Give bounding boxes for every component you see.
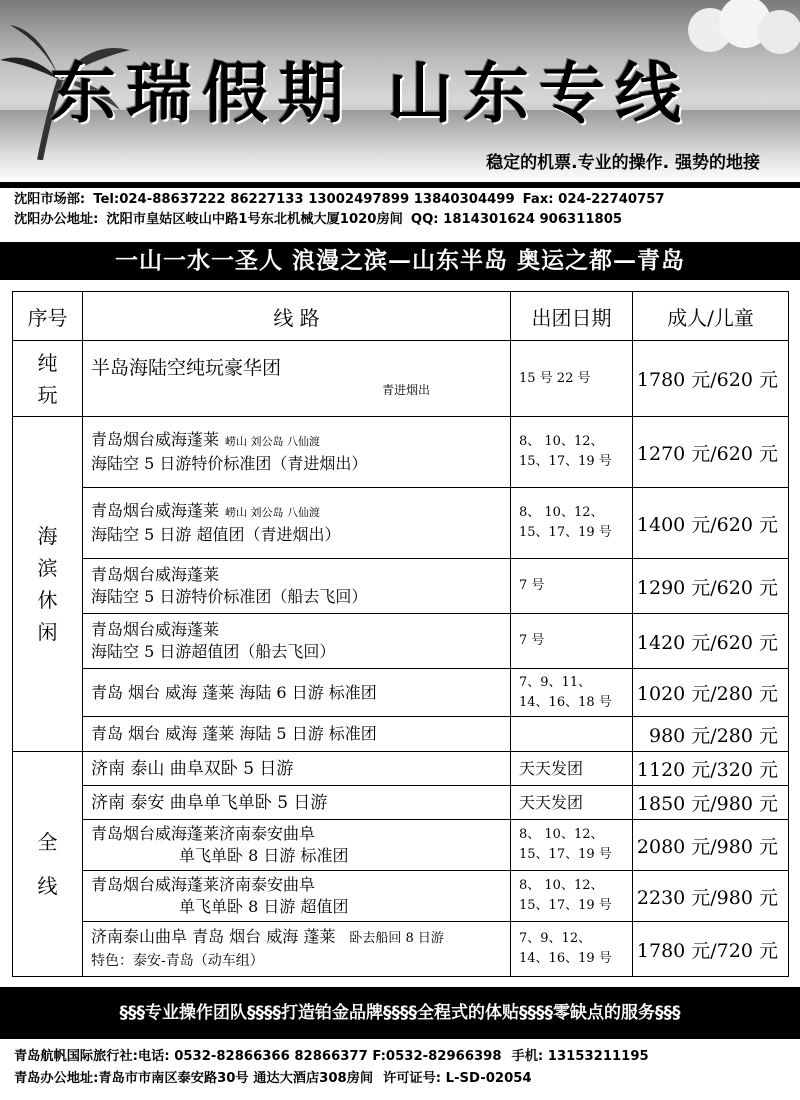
tel-numbers: Tel:024-88637222 86227133 13002497899 13840304499	[93, 192, 515, 207]
page-title: 东瑞假期 山东专线	[50, 54, 691, 132]
table-header	[13, 292, 789, 341]
table-row: 青岛 烟台 威海 蓬莱 海陆 5 日游 标准团 980 元/280 元	[13, 717, 789, 752]
table-row: 济南 泰安 曲阜单飞单卧 5 日游 天天发团 1850 元/980 元	[13, 786, 789, 820]
divider	[0, 182, 800, 188]
category-pure-tour: 纯玩	[13, 341, 83, 417]
route-table	[12, 291, 789, 977]
header-route: 线 路	[83, 292, 511, 341]
table-row: 全线 济南 泰山 曲阜双卧 5 日游 天天发团 1120 元/320 元	[13, 752, 789, 786]
office-address-label: 沈阳办公地址:	[14, 212, 99, 227]
qingdao-office-address: 青岛办公地址:青岛市市南区泰安路30号 通达大酒店308房间	[14, 1071, 374, 1086]
table-row: 海滨休闲 青岛烟台威海蓬莱 崂山 刘公岛 八仙渡 海陆空 5 日游特价标准团（青进烟出） 8、 10、12、 15、17、19 号 1270 元/620 元	[13, 417, 789, 488]
header-banner	[0, 0, 800, 182]
contact-bottom	[14, 1046, 659, 1090]
service-banner: §§§专业操作团队§§§§打造铂金品牌§§§§全程式的体贴§§§§零缺点的服务§§§	[0, 987, 800, 1039]
table-row: 济南泰山曲阜 青岛 烟台 威海 蓬莱 卧去船回 8 日游 特色：泰安-青岛（动车组） 7、9、12、 14、16、19 号 1780 元/720 元	[13, 922, 789, 977]
category-full-route: 全线	[13, 752, 83, 977]
table-row: 青岛烟台威海蓬莱 海陆空 5 日游特价标准团（船去飞回） 7 号 1290 元/620 元	[13, 559, 789, 614]
slogan: 稳定的机票.专业的操作. 强势的地接	[486, 153, 760, 173]
license-number: 许可证号: L-SD-02054	[383, 1071, 532, 1086]
header-dates: 出团日期	[511, 292, 633, 341]
table-row: 青岛 烟台 威海 蓬莱 海陆 6 日游 标准团 7、9、11、 14、16、18 号 1020 元/280 元	[13, 669, 789, 717]
table-row: 青岛烟台威海蓬莱济南泰安曲阜 单飞单卧 8 日游 超值团 8、 10、12、 15、17、19 号 2230 元/980 元	[13, 871, 789, 922]
header-no: 序号	[13, 292, 83, 341]
qingdao-agency-contact: 青岛航帆国际旅行社:电话: 0532-82866366 82866377 F:0532-82966398	[14, 1049, 502, 1064]
market-dept-label: 沈阳市场部:	[14, 192, 86, 207]
mobile-number: 手机: 13153211195	[511, 1049, 649, 1064]
motto-banner: 一山一水一圣人 浪漫之滨—山东半岛 奥运之都—青岛	[0, 242, 800, 280]
header-price: 成人/儿童	[633, 292, 789, 341]
table-row: 青岛烟台威海蓬莱 海陆空 5 日游超值团（船去飞回） 7 号 1420 元/620 元	[13, 614, 789, 669]
table-row: 青岛烟台威海蓬莱济南泰安曲阜 单飞单卧 8 日游 标准团 8、 10、12、 15、17、19 号 2080 元/980 元	[13, 820, 789, 871]
category-seaside: 海滨休闲	[13, 417, 83, 752]
qq-numbers: QQ: 1814301624 906311805	[410, 212, 623, 227]
fax-number: Fax: 024-22740757	[522, 192, 665, 207]
table-row: 纯玩 半岛海陆空纯玩豪华团 青进烟出 15 号 22 号 1780 元/620 元	[13, 341, 789, 417]
contact-top	[14, 190, 673, 230]
office-address: 沈阳市皇姑区岐山中路1号东北机械大厦1020房间	[106, 212, 403, 227]
table-row: 青岛烟台威海蓬莱 崂山 刘公岛 八仙渡 海陆空 5 日游 超值团（青进烟出） 8、 10、12、 15、17、19 号 1400 元/620 元	[13, 488, 789, 559]
